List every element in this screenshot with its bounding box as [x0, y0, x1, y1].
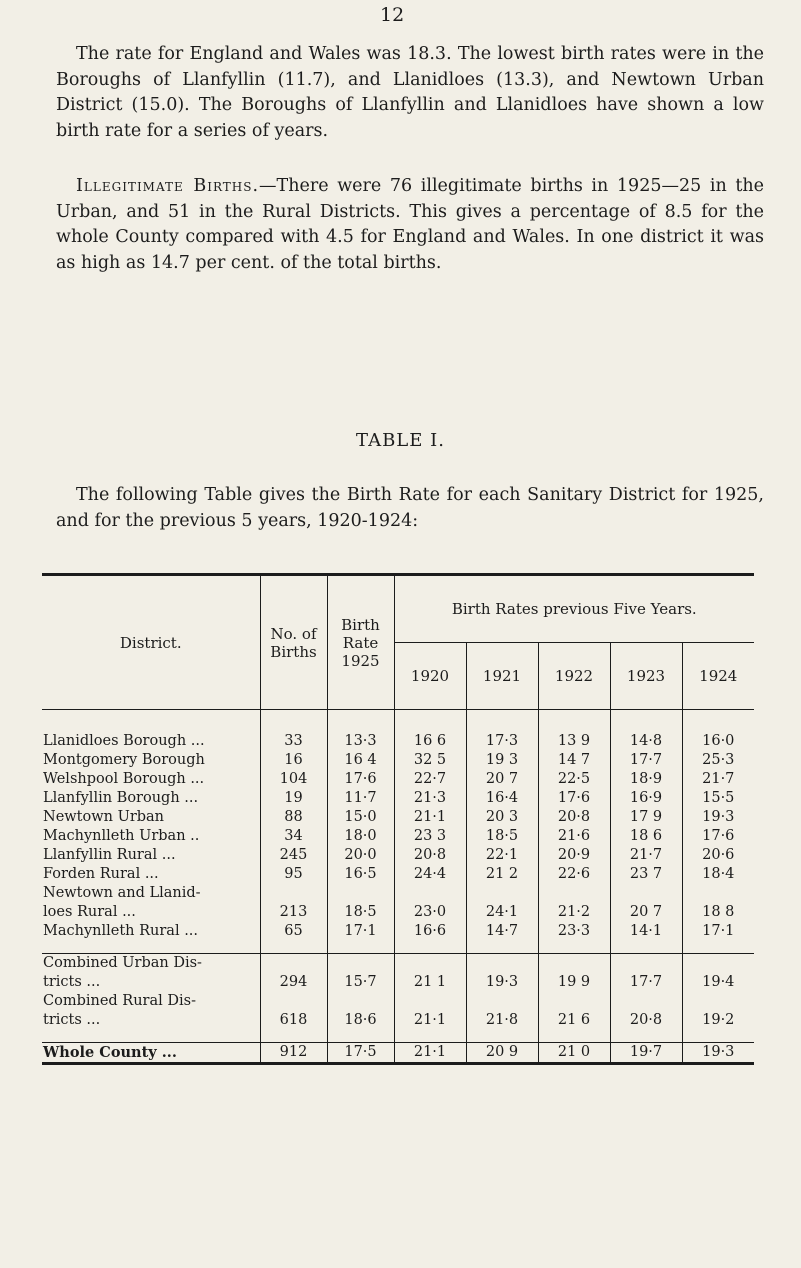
year-1922-cell: 14 7 [538, 751, 610, 770]
rate-intro-paragraph: The rate for England and Wales was 18.3. The lowest birth rates were in the Boroughs of Llanfyllin (11.7), and Llanidloes (13.3), and Newtown Urban District (15.0). The Boroughs of Llanfyllin and Llanidloes have shown a low birth rate for a series of years. [56, 44, 764, 141]
year-1922-cell: 17·6 [538, 789, 610, 808]
year-1924-cell: 17·6 [682, 827, 754, 846]
year-1921-cell: 16·4 [466, 789, 538, 808]
table-row [42, 808, 754, 827]
district-name: Machynlleth Rural ... [43, 923, 199, 939]
year-1924-cell: 25·3 [682, 751, 754, 770]
table-row [42, 789, 754, 808]
table-row [42, 1043, 754, 1063]
births-cell: 16 [260, 751, 327, 770]
year-1924-cell: 19·2 [682, 1011, 754, 1030]
year-1921-cell: 21·8 [466, 1011, 538, 1030]
rate-cell: 17·6 [327, 770, 394, 789]
district-name: Whole County ... [42, 1043, 260, 1063]
year-1923-cell: 17 9 [610, 808, 682, 827]
year-1923-cell: 14·8 [610, 732, 682, 751]
illegitimate-births-body: —There were 76 illegitimate births in 1925—25 in the Urban, and 51 in the Rural Districts. This gives a percentage of 8.5 for the whole County compared with 4.5 for England and Wales. In one district it was as high as 14.7 per cent. of the total births. [56, 176, 764, 273]
rate-cell: 18·5 [327, 903, 394, 922]
header-year-1921: 1921 [466, 643, 538, 710]
year-1924-cell: 16·0 [682, 732, 754, 751]
table-row [42, 992, 754, 1011]
district-name-line1: Combined Urban Dis- [42, 954, 260, 974]
year-1924-cell: 21·7 [682, 770, 754, 789]
year-1924-cell: 18 8 [682, 903, 754, 922]
illegitimate-births-lead: Illegitimate Births. [76, 176, 260, 196]
year-1924-cell: 18·4 [682, 865, 754, 884]
district-name-line2: tricts ... [43, 1012, 101, 1028]
year-1922-cell: 20·8 [538, 808, 610, 827]
district-name: Newtown Urban [43, 809, 165, 825]
year-1921-cell: 17·3 [466, 732, 538, 751]
district-name: Montgomery Borough [43, 752, 205, 768]
births-cell: 294 [260, 973, 327, 992]
table-row [42, 1011, 754, 1030]
year-1924-cell: 15·5 [682, 789, 754, 808]
year-1924-cell: 17·1 [682, 922, 754, 941]
header-births: No. of Births [260, 576, 327, 710]
year-1920-cell: 16·6 [394, 922, 466, 941]
year-1922-cell: 13 9 [538, 732, 610, 751]
year-1924-cell: 19·3 [682, 808, 754, 827]
year-1924-cell: 20·6 [682, 846, 754, 865]
births-cell: 213 [260, 903, 327, 922]
year-1923-cell: 17·7 [610, 751, 682, 770]
year-1921-cell: 14·7 [466, 922, 538, 941]
header-year-1924: 1924 [682, 643, 754, 710]
district-name: Forden Rural ... [43, 866, 159, 882]
year-1920-cell: 24·4 [394, 865, 466, 884]
year-1921-cell: 22·1 [466, 846, 538, 865]
rate-cell: 17·5 [327, 1043, 394, 1063]
table-row [42, 884, 754, 903]
table-row [42, 903, 754, 922]
table-row [42, 751, 754, 770]
district-name: Machynlleth Urban .. [43, 828, 200, 844]
illegitimate-births-paragraph [56, 174, 764, 276]
rate-cell: 16 4 [327, 751, 394, 770]
year-1920-cell: 20·8 [394, 846, 466, 865]
year-1921-cell: 19·3 [466, 973, 538, 992]
year-1923-cell: 18 6 [610, 827, 682, 846]
year-1923-cell: 16·9 [610, 789, 682, 808]
year-1924-cell: 19·4 [682, 973, 754, 992]
header-year-1922: 1922 [538, 643, 610, 710]
births-cell: 65 [260, 922, 327, 941]
year-1921-cell: 18·5 [466, 827, 538, 846]
district-name-line1: Newtown and Llanid- [43, 885, 201, 901]
year-1922-cell: 21 6 [538, 1011, 610, 1030]
year-1920-cell: 21·3 [394, 789, 466, 808]
births-cell: 34 [260, 827, 327, 846]
year-1920-cell: 22·7 [394, 770, 466, 789]
table-row [42, 922, 754, 941]
table-row [42, 827, 754, 846]
page-number: 12 [380, 4, 405, 26]
header-rate-1925: Birth Rate 1925 [327, 576, 394, 710]
year-1923-cell: 23 7 [610, 865, 682, 884]
year-1920-cell: 21 1 [394, 973, 466, 992]
table-title: TABLE I. [356, 430, 445, 451]
rate-cell: 15·0 [327, 808, 394, 827]
year-1922-cell: 21·2 [538, 903, 610, 922]
district-name-line2: loes Rural ... [43, 904, 136, 920]
table-row [42, 770, 754, 789]
year-1922-cell: 23·3 [538, 922, 610, 941]
births-cell: 88 [260, 808, 327, 827]
year-1921-cell: 20 3 [466, 808, 538, 827]
year-1921-cell: 19 3 [466, 751, 538, 770]
district-name: Llanfyllin Rural ... [43, 847, 176, 863]
table-row [42, 865, 754, 884]
year-1923-cell: 21·7 [610, 846, 682, 865]
births-cell: 19 [260, 789, 327, 808]
year-1923-cell: 20·8 [610, 1011, 682, 1030]
year-1922-cell: 21·6 [538, 827, 610, 846]
year-1922-cell: 20·9 [538, 846, 610, 865]
year-1922-cell: 21 0 [538, 1043, 610, 1063]
births-cell: 104 [260, 770, 327, 789]
rate-cell: 15·7 [327, 973, 394, 992]
year-1920-cell: 23 3 [394, 827, 466, 846]
births-cell: 95 [260, 865, 327, 884]
district-name: Llanidloes Borough ... [43, 733, 205, 749]
year-1922-cell: 22·6 [538, 865, 610, 884]
year-1920-cell: 21·1 [394, 1043, 466, 1063]
year-1922-cell: 19 9 [538, 973, 610, 992]
rate-cell: 20·0 [327, 846, 394, 865]
birth-rate-table [42, 573, 754, 1065]
year-1923-cell: 17·7 [610, 973, 682, 992]
district-name: Llanfyllin Borough ... [43, 790, 199, 806]
table-row [42, 732, 754, 751]
district-name-line2: tricts ... [43, 974, 101, 990]
header-year-1923: 1923 [610, 643, 682, 710]
births-cell: 618 [260, 1011, 327, 1030]
births-cell: 912 [260, 1043, 327, 1063]
year-1923-cell: 14·1 [610, 922, 682, 941]
year-1923-cell: 18·9 [610, 770, 682, 789]
year-1922-cell: 22·5 [538, 770, 610, 789]
year-1920-cell: 16 6 [394, 732, 466, 751]
year-1924-cell: 19·3 [682, 1043, 754, 1063]
year-1921-cell: 24·1 [466, 903, 538, 922]
year-1921-cell: 20 9 [466, 1043, 538, 1063]
table-row [42, 973, 754, 992]
rate-cell: 17·1 [327, 922, 394, 941]
year-1921-cell: 21 2 [466, 865, 538, 884]
year-1920-cell: 21·1 [394, 808, 466, 827]
year-1923-cell: 19·7 [610, 1043, 682, 1063]
rate-cell: 13·3 [327, 732, 394, 751]
rate-cell: 18·6 [327, 1011, 394, 1030]
year-1920-cell: 32 5 [394, 751, 466, 770]
district-name-line1: Combined Rural Dis- [43, 993, 196, 1009]
header-previous-years: Birth Rates previous Five Years. [394, 576, 754, 643]
header-district: District. [42, 576, 260, 710]
table-row [42, 846, 754, 865]
rate-cell: 16·5 [327, 865, 394, 884]
births-cell: 245 [260, 846, 327, 865]
births-cell: 33 [260, 732, 327, 751]
year-1921-cell: 20 7 [466, 770, 538, 789]
table-intro-paragraph: The following Table gives the Birth Rate for each Sanitary District for 1925, and for the previous 5 years, 1920-1924: [56, 485, 764, 531]
rate-cell: 18·0 [327, 827, 394, 846]
district-name: Welshpool Borough ... [43, 771, 205, 787]
rate-cell: 11·7 [327, 789, 394, 808]
year-1923-cell: 20 7 [610, 903, 682, 922]
table-row [42, 954, 754, 974]
header-year-1920: 1920 [394, 643, 466, 710]
year-1920-cell: 21·1 [394, 1011, 466, 1030]
year-1920-cell: 23·0 [394, 903, 466, 922]
